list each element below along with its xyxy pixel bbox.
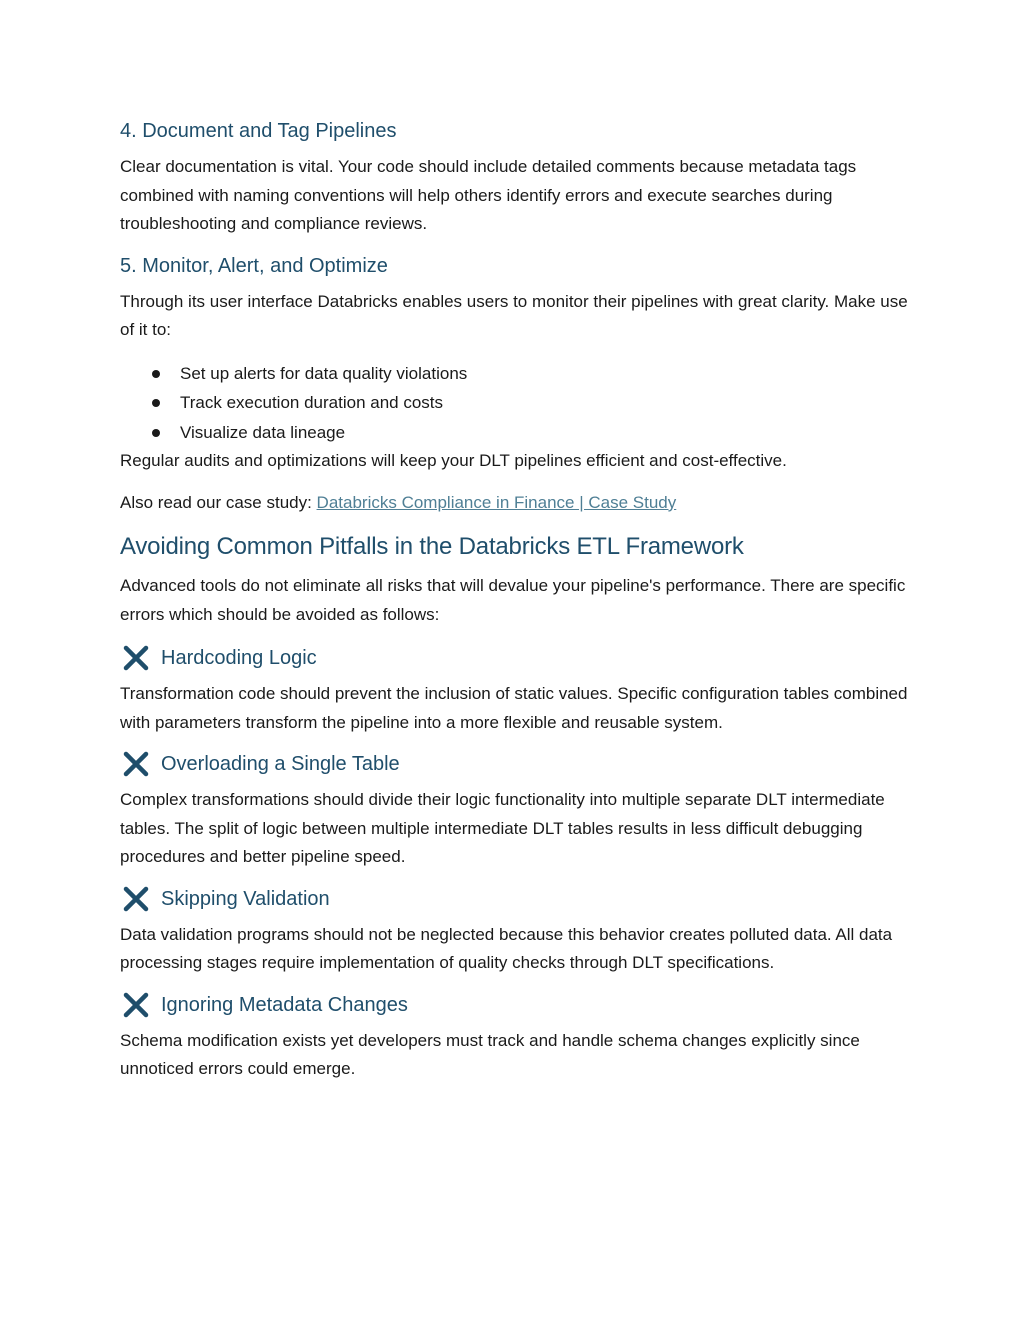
pitfall-item [120,751,910,872]
case-study-link[interactable]: Databricks Compliance in Finance | Case Study [316,492,677,512]
monitor-bullet-list [120,359,910,448]
bullet-icon [152,370,160,378]
pitfall-heading [120,645,910,671]
pitfall-title: Hardcoding Logic [161,647,317,670]
section-body-document-tag: Clear documentation is vital. Your code should include detailed comments because metadata tags combined with naming conventions will help others identify errors and execute searches during troubleshooting and compliance reviews. [120,157,857,233]
pitfall-heading [120,992,910,1018]
list-item [120,388,910,418]
pitfall-item [120,645,910,737]
cross-mark-icon [123,886,149,912]
pitfall-body: Data validation programs should not be neglected because this behavior creates polluted data. All data processing stages require implementation of quality checks through DLT specifications. [120,924,893,973]
pitfalls-intro: Advanced tools do not eliminate all risks that will devalue your pipeline's performance. There are specific errors which should be avoided as follows: [120,576,906,624]
bullet-icon [152,399,160,407]
pitfall-title: Skipping Validation [161,887,330,910]
pitfall-title: Overloading a Single Table [161,753,400,776]
list-item-text: Track execution duration and costs [180,393,444,412]
list-item-text: Visualize data lineage [180,422,346,442]
list-item-text: Set up alerts for data quality violations [180,363,468,383]
list-item [120,418,910,448]
cross-mark-icon [123,645,149,671]
pitfall-heading [120,751,910,777]
pitfall-body: Schema modification exists yet developers must track and handle schema changes explicitly since unnoticed errors could emerge. [120,1030,860,1079]
pitfalls-heading: Avoiding Common Pitfalls in the Databricks ETL Framework [120,533,744,560]
pitfall-item [120,992,910,1084]
list-item [120,359,910,389]
section-intro-monitor-alert: Through its user interface Databricks enables users to monitor their pipelines with great clarity. Make use of it to: [120,291,908,339]
document-page [120,118,910,1084]
cross-mark-icon [123,751,149,777]
section-heading-monitor-alert: 5. Monitor, Alert, and Optimize [120,254,388,277]
pitfall-title: Ignoring Metadata Changes [161,993,408,1016]
pitfall-body: Complex transformations should divide their logic functionality into multiple separate DLT intermediate tables. The split of logic between multiple intermediate DLT tables results in less difficult debugging procedures and better pipeline speed. [120,790,885,867]
case-study-prefix: Also read our case study: [120,492,317,512]
pitfall-body: Transformation code should prevent the inclusion of static values. Specific configuration tables combined with parameters transform the pipeline into a more flexible and reusable system. [120,684,908,732]
section-outro-monitor-alert: Regular audits and optimizations will keep your DLT pipelines efficient and cost-effective. [120,451,787,470]
section-heading-document-tag: 4. Document and Tag Pipelines [120,120,397,142]
bullet-icon [152,429,160,437]
cross-mark-icon [123,992,149,1018]
case-study-line [120,489,910,518]
pitfall-heading [120,886,910,912]
pitfall-item [120,886,910,978]
